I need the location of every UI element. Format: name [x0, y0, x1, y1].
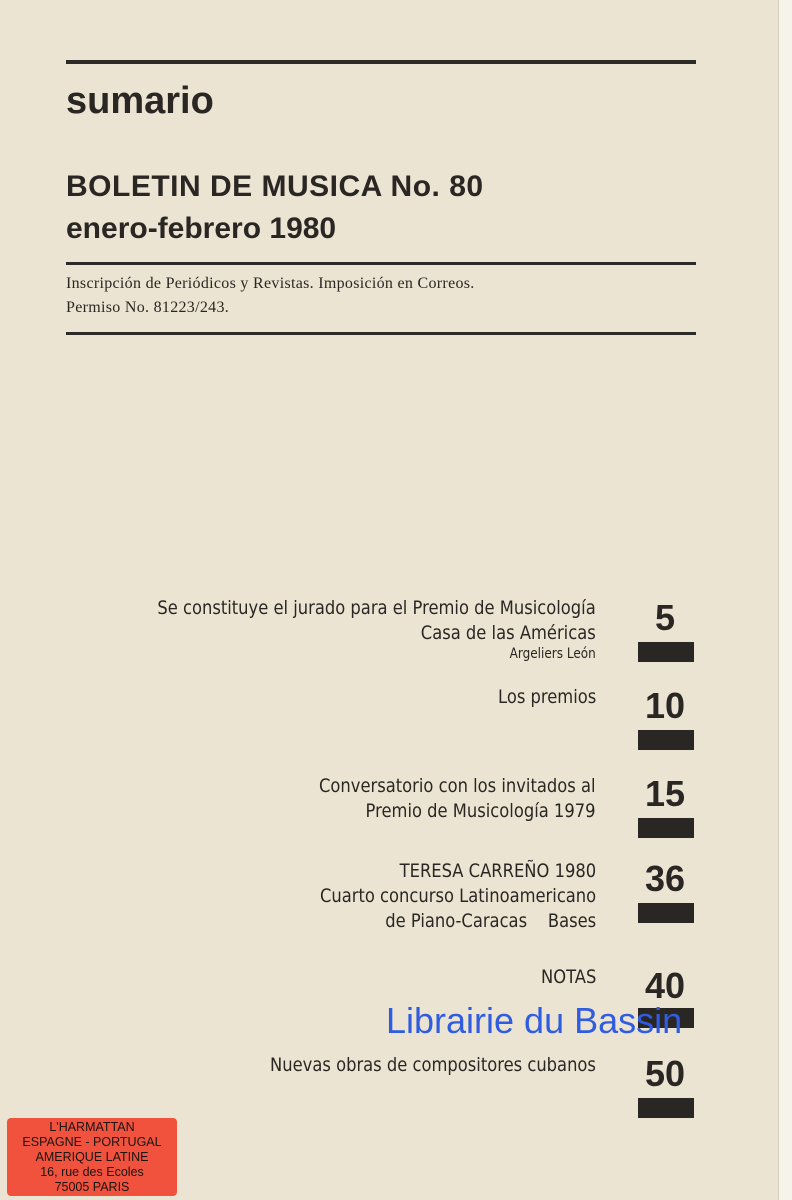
watermark-text: Librairie du Bassin: [386, 1000, 683, 1041]
toc-entry: [541, 965, 596, 990]
sticker-line: ESPAGNE - PORTUGAL: [22, 1135, 162, 1149]
toc-page-number: 40: [644, 965, 686, 1006]
toc-entry-title-line: TERESA CARREÑO 1980: [399, 860, 596, 882]
toc-entry-title-line: Los premios: [497, 686, 596, 708]
toc-entry: [158, 596, 596, 663]
page-edge: [778, 0, 792, 1200]
toc-page-number: 15: [644, 773, 686, 814]
toc-entry-author: Argeliers León: [509, 646, 596, 662]
page-number-bar: [638, 642, 694, 662]
toc-entry: [270, 1053, 596, 1078]
section-heading: sumario: [66, 80, 214, 122]
toc-entry-title-line: Premio de Musicología 1979: [366, 800, 596, 822]
sticker-line: 75005 PARIS: [54, 1180, 130, 1194]
registration-line-2: Permiso No. 81223/243.: [66, 299, 230, 316]
registration-note: [66, 272, 475, 320]
top-rule: [66, 60, 696, 64]
toc-entry-title-line: NOTAS: [540, 966, 596, 988]
middle-rule: [66, 262, 696, 265]
page-number-bar: [638, 903, 694, 923]
sticker-line: AMERIQUE LATINE: [35, 1150, 149, 1164]
toc-entry: [320, 859, 596, 934]
page-number-bar: [638, 730, 694, 750]
toc-entry-title-line: Conversatorio con los invitados al: [319, 775, 596, 797]
toc-page-number: 10: [644, 685, 686, 726]
publication-title: BOLETIN DE MUSICA No. 80: [66, 170, 484, 203]
sticker-line: 16, rue des Ecoles: [40, 1165, 144, 1179]
toc-entry-title-line: Nuevas obras de compositores cubanos: [270, 1054, 596, 1076]
registration-line-1: Inscripción de Periódicos y Revistas. Imposición en Correos.: [66, 275, 475, 292]
toc-page-number: 36: [644, 858, 686, 899]
bookseller-sticker: [7, 1118, 177, 1196]
toc-entry-title-line: Casa de las Américas: [421, 622, 596, 644]
page-number-bar: [638, 818, 694, 838]
bottom-rule: [66, 332, 696, 335]
toc-page-number: 50: [644, 1053, 686, 1094]
sticker-line: L'HARMATTAN: [49, 1120, 135, 1134]
page-number-bar: [638, 1098, 694, 1118]
toc-entry-title-line: de Piano-Caracas Bases: [385, 910, 596, 932]
toc-entry-title-line: Se constituye el jurado para el Premio de Musicología: [157, 597, 596, 619]
toc-entry: [498, 685, 596, 710]
toc-entry: [319, 774, 596, 824]
toc-entry-title-line: Cuarto concurso Latinoamericano: [319, 885, 596, 907]
issue-date: enero-febrero 1980: [66, 212, 337, 245]
toc-page-number: 5: [654, 597, 676, 638]
